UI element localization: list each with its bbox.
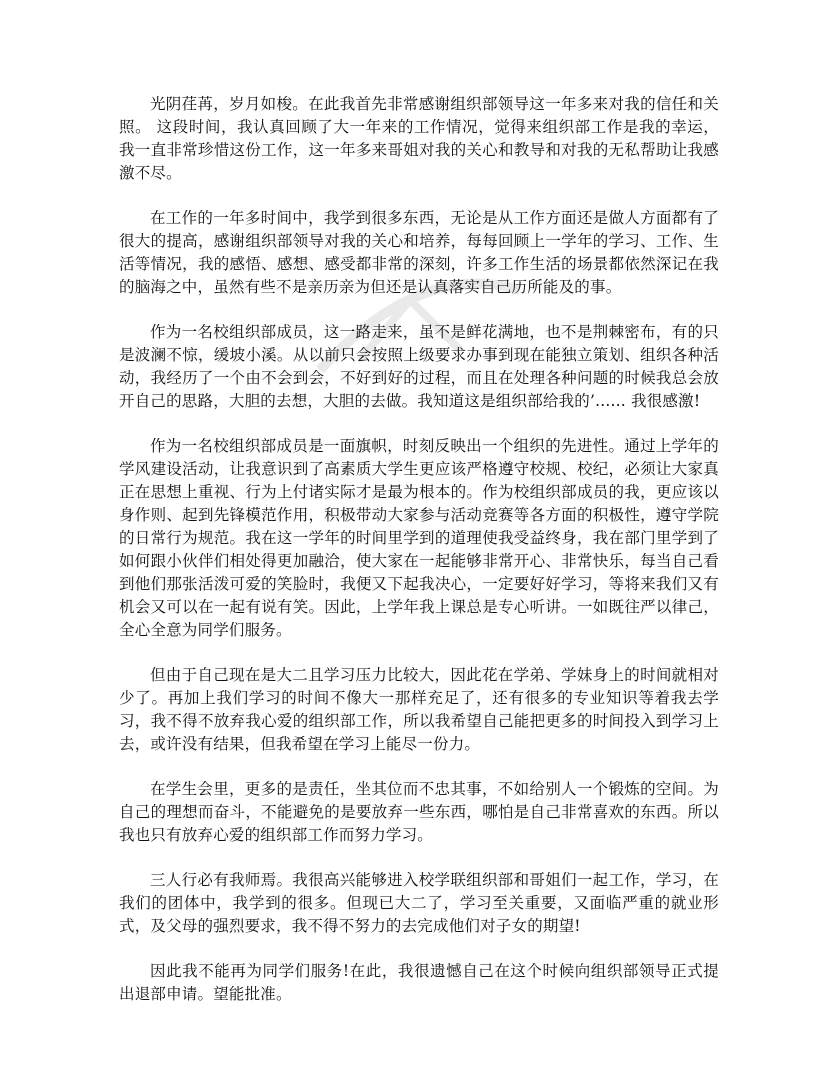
document-body bbox=[119, 93, 719, 1028]
paragraph-6: 在学生会里，更多的是责任，坐其位而不忠其事，不如给别人一个锻炼的空间。为自己的理想而奋斗，不能避免的是要放弃一些东西，哪怕是自己非常喜欢的东西。所以我也只有放弃心爱的组织部工作而努力学习。 bbox=[119, 780, 719, 844]
paragraph-8: 因此我不能再为同学们服务!在此，我很遗憾自己在这个时候向组织部领导正式提出退部申请。望能批准。 bbox=[119, 962, 719, 1003]
paragraph-1: 光阴荏苒，岁月如梭。在此我首先非常感谢组织部领导这一年多来对我的信任和关照。 这段时间，我认真回顾了大一年来的工作情况，觉得来组织部工作是我的幸运，我一直非常珍惜这份工作，这一年多来哥姐对我的关心和教导和对我的无私帮助让我感激不尽。 bbox=[119, 95, 719, 182]
paragraph-7: 三人行必有我师焉。我很高兴能够进入校学联组织部和哥姐们一起工作，学习，在我们的团体中，我学到的很多。但现已大二了，学习至关重要，又面临严重的就业形式，及父母的强烈要求，我不得不努力的去完成他们对子女的期望! bbox=[119, 871, 719, 935]
paragraph-4: 作为一名校组织部成员是一面旗帜，时刻反映出一个组织的先进性。通过上学年的学风建设活动，让我意识到了高素质大学生更应该严格遵守校规、校纪，必须让大家真正在思想上重视、行为上付诸实际才是最为根本的。作为校组织部成员的我，更应该以身作则、起到先锋模范作用，积极带动大家参与活动竞赛等各方面的积极性，遵守学院的日常行为规范。我在这一学年的时间里学到的道理使我受益终身，我在部门里学到了如何跟小伙伴们相处得更加融洽，使大家在一起能够非常开心、非常快乐，每当自己看到他们那张活泼可爱的笑脸时，我便又下起我决心，一定要好好学习，等将来我们又有机会又可以在一起有说有笑。因此，上学年我上课总是专心听讲。一如既往严以律己，全心全意为同学们服务。 bbox=[119, 437, 719, 639]
paragraph-3: 作为一名校组织部成员，这一路走来，虽不是鲜花满地，也不是荆棘密布，有的只是波澜不惊，缓坡小溪。从以前只会按照上级要求办事到现在能独立策划、组织各种活动，我经历了一个由不会到会，不好到好的过程，而且在处理各种问题的时候我总会放开自己的思路，大胆的去想，大胆的去做。我知道这是组织部给我的’...... 我很感激! bbox=[119, 323, 719, 410]
paragraph-2: 在工作的一年多时间中，我学到很多东西，无论是从工作方面还是做人方面都有了很大的提高，感谢组织部领导对我的关心和培养，每每回顾上一学年的学习、工作、生活等情况，我的感悟、感想、感受都非常的深刻，许多工作生活的场景都依然深记在我的脑海之中，虽然有些不是亲历亲为但还是认真落实自己历所能及的事。 bbox=[119, 209, 719, 296]
paragraph-5: 但由于自己现在是大二且学习压力比较大，因此花在学弟、学妹身上的时间就相对少了。再加上我们学习的时间不像大一那样充足了，还有很多的专业知识等着我去学习，我不得不放弃我心爱的组织部工作，所以我希望自己能把更多的时间投入到学习上去，或许没有结果，但我希望在学习上能尽一份力。 bbox=[119, 666, 719, 753]
